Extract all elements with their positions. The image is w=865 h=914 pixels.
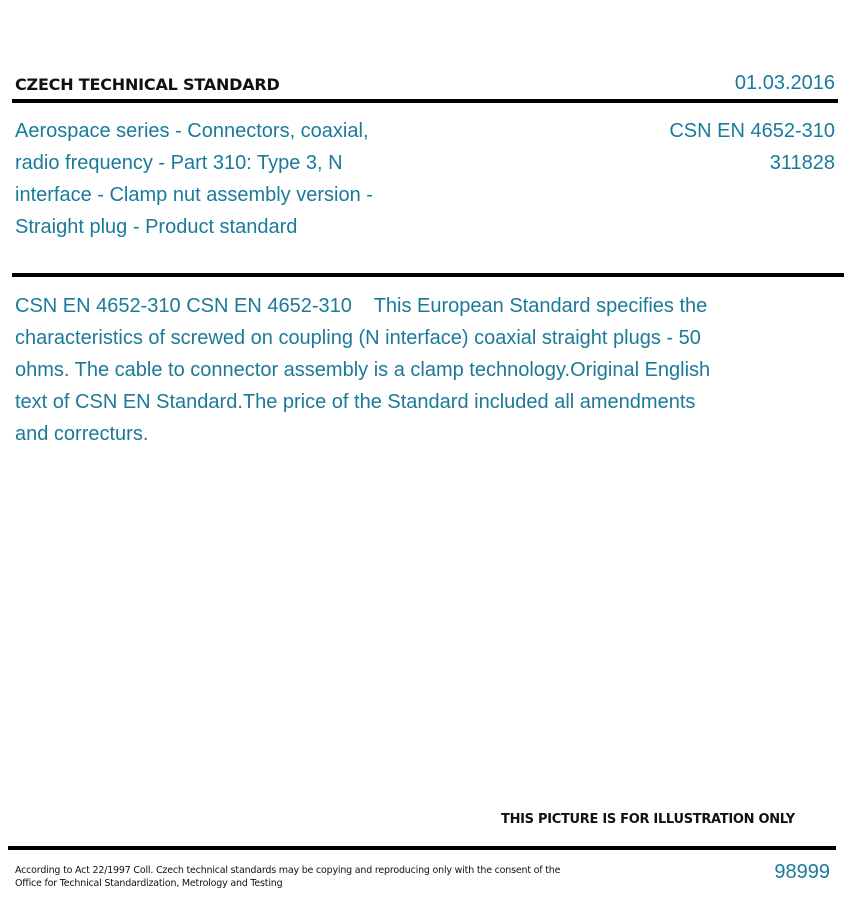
standard-title: Aerospace series - Connectors, coaxial, radio frequency - Part 310: Type 3, N interface - Clamp nut assembly version - Straight plug - Product standard <box>15 120 373 238</box>
publication-date: 01.03.2016 <box>734 72 835 94</box>
footer-divider <box>8 846 836 850</box>
document-type-heading: CZECH TECHNICAL STANDARD <box>15 75 280 94</box>
illustration-disclaimer: THIS PICTURE IS FOR ILLUSTRATION ONLY <box>501 812 795 827</box>
standard-description: CSN EN 4652-310 CSN EN 4652-310 This European Standard specifies the characteristics of screwed on coupling (N interface) coaxial straight plugs - 50 ohms. The cable to connector assembly is a clamp technology.Original English text of CSN EN Standard.The price of the Standard included all amendments and correcturs. <box>15 295 716 445</box>
page-code: 98999 <box>774 861 830 883</box>
header-divider <box>12 99 838 103</box>
standard-catalog-code: 311828 <box>769 152 835 174</box>
section-divider <box>12 273 844 277</box>
legal-notice: According to Act 22/1997 Coll. Czech technical standards may be copying and reproducing only with the consent of the Office for Technical Standardization, Metrology and Testing <box>15 865 561 889</box>
standard-number: CSN EN 4652-310 <box>669 120 835 142</box>
